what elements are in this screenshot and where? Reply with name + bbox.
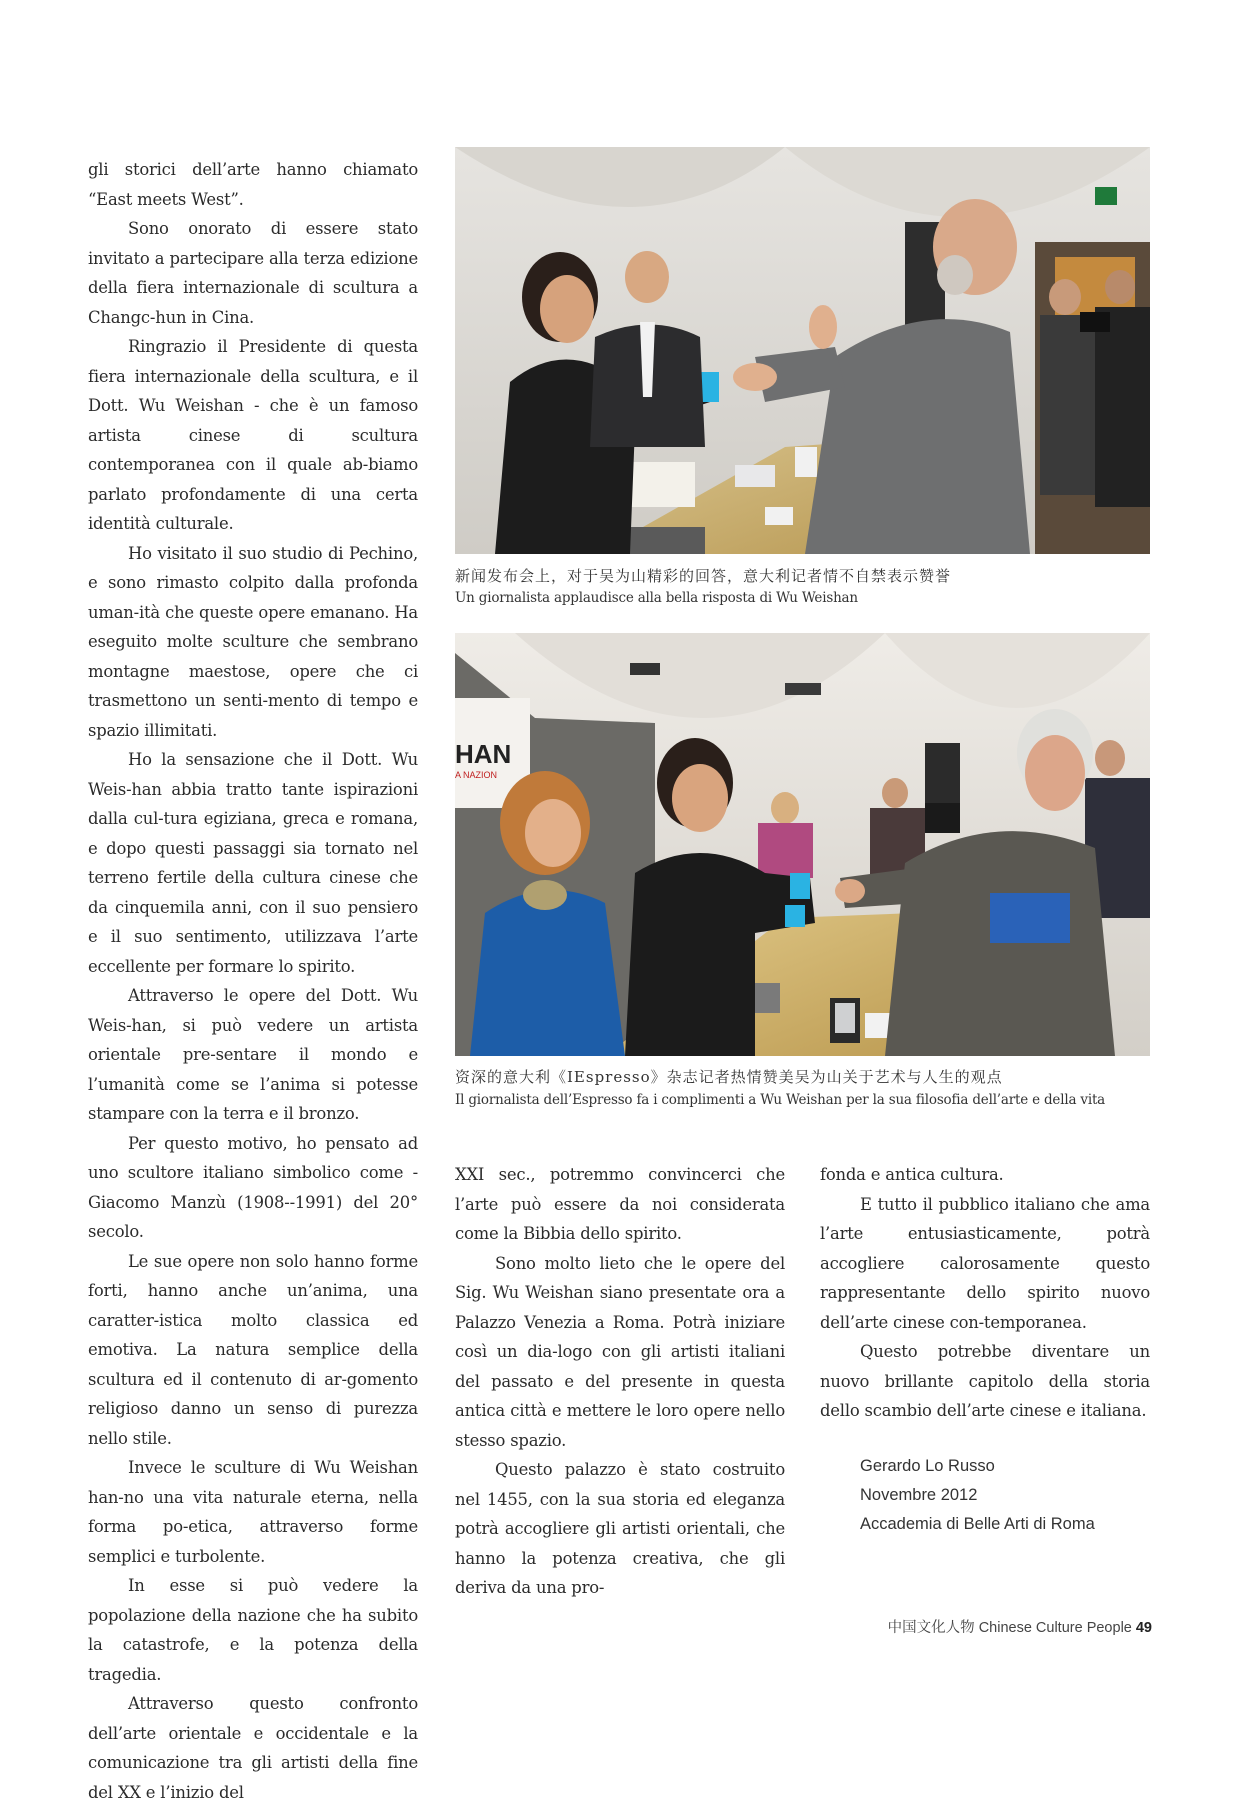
page-number: 49	[1135, 1620, 1152, 1636]
paragraph: Sono onorato di essere stato invitato a partecipare alla terza edizione della fiera internazionale di scultura a Changc-hun in Cina.	[88, 219, 418, 327]
paragraph: In esse si può vedere la popolazione della nazione che ha subito la catastrofe, e la potenza della tragedia.	[88, 1576, 418, 1684]
photo-handshake	[455, 147, 1150, 554]
banner-text: HAN	[455, 739, 512, 769]
author-institution: Accademia di Belle Arti di Roma	[860, 1515, 1095, 1533]
paragraph: Sono molto lieto che le opere del Sig. Wu Weishan siano presentate ora a Palazzo Venezia a Roma. Potrà iniziare così un dia-logo con gli artisti italiani del passato e del presente in questa antica città e mettere le loro opere nello stesso spazio.	[455, 1253, 785, 1450]
photo-caption-chinese: 资深的意大利《IEspresso》杂志记者热情赞美吴为山关于艺术与人生的观点	[455, 1068, 1003, 1086]
publication-name: 中国文化人物 Chinese Culture People	[887, 1620, 1132, 1636]
author-date: Novembre 2012	[860, 1486, 978, 1504]
paragraph: E tutto il pubblico italiano che ama l’arte entusiasticamente, potrà accogliere calorosamente questo rappresentante dello spirito nuovo dell’arte cinese con-temporanea.	[820, 1194, 1150, 1332]
paragraph: fonda e antica cultura.	[820, 1165, 1004, 1184]
paragraph: Questo palazzo è stato costruito nel 1455, con la sua storia ed eleganza potrà accogliere gli artisti orientali, che hanno la potenza creativa, che gli deriva da una pro-	[455, 1460, 785, 1597]
right-text-column	[820, 1160, 1150, 1426]
photo-caption-italian: Un giornalista applaudisce alla bella risposta di Wu Weishan	[455, 590, 858, 606]
paragraph: Attraverso le opere del Dott. Wu Weis-han, si può vedere un artista orientale pre-sentare il mondo e l’umanità come se l’anima si potesse stampare con la terra e il bronzo.	[88, 986, 418, 1123]
paragraph: Questo potrebbe diventare un nuovo brillante capitolo della storia dello scambio dell’arte cinese e italiana.	[820, 1342, 1150, 1420]
photo-meeting	[455, 633, 1150, 1056]
paragraph: gli storici dell’arte hanno chiamato “East meets West”.	[88, 160, 418, 209]
page-footer	[888, 1616, 1152, 1637]
paragraph: Ho la sensazione che il Dott. Wu Weis-han abbia tratto tante ispirazioni dalla cul-tura egiziana, greca e romana, e dopo questi passaggi sia tornato nel terreno fertile della cultura cinese che da cinquemila anni, con il suo pensiero e il suo sentimento, utilizzava l’arte eccellente per formare lo spirito.	[88, 750, 418, 976]
photo-caption-chinese: 新闻发布会上，对于吴为山精彩的回答，意大利记者情不自禁表示赞誉	[455, 567, 952, 585]
paragraph: Ho visitato il suo studio di Pechino, e sono rimasto colpito dalla profonda uman-ità che queste opere emanano. Ha eseguito molte sculture che sembrano montagne maestose, opere che ci trasmettono un senti-mento di tempo e spazio illimitati.	[88, 543, 418, 740]
middle-text-column	[455, 1160, 785, 1603]
paragraph: Attraverso questo confronto dell’arte orientale e occidentale e la comunicazione tra gli artisti della fine del XX e l’inizio del	[88, 1694, 418, 1802]
paragraph: Per questo motivo, ho pensato ad uno scultore italiano simbolico come - Giacomo Manzù (1908--1991) del 20° secolo.	[88, 1133, 418, 1241]
paragraph: Le sue opere non solo hanno forme forti, hanno anche un’anima, una caratter-istica molto classica ed emotiva. La natura semplice della scultura ed il contenuto di ar-gomento religioso danno un senso di purezza nello stile.	[88, 1251, 418, 1448]
author-name: Gerardo Lo Russo	[860, 1457, 995, 1475]
photo-caption-italian: Il giornalista dell’Espresso fa i complimenti a Wu Weishan per la sua filosofia dell’arte e della vita	[455, 1092, 1106, 1108]
paragraph: XXI sec., potremmo convincerci che l’arte può essere da noi considerata come la Bibbia dello spirito.	[455, 1165, 785, 1243]
paragraph: Ringrazio il Presidente di questa fiera internazionale della scultura, e il Dott. Wu Weishan - che è un famoso artista cinese di scultura contemporanea con il quale ab-biamo parlato profondamente di una certa identità culturale.	[88, 337, 418, 533]
paragraph: Invece le sculture di Wu Weishan han-no una vita naturale eterna, nella forma po-etica, attraverso forme semplici e turbolente.	[88, 1458, 418, 1566]
left-text-column	[88, 155, 418, 1807]
banner-subtext: A NAZION	[455, 770, 498, 780]
